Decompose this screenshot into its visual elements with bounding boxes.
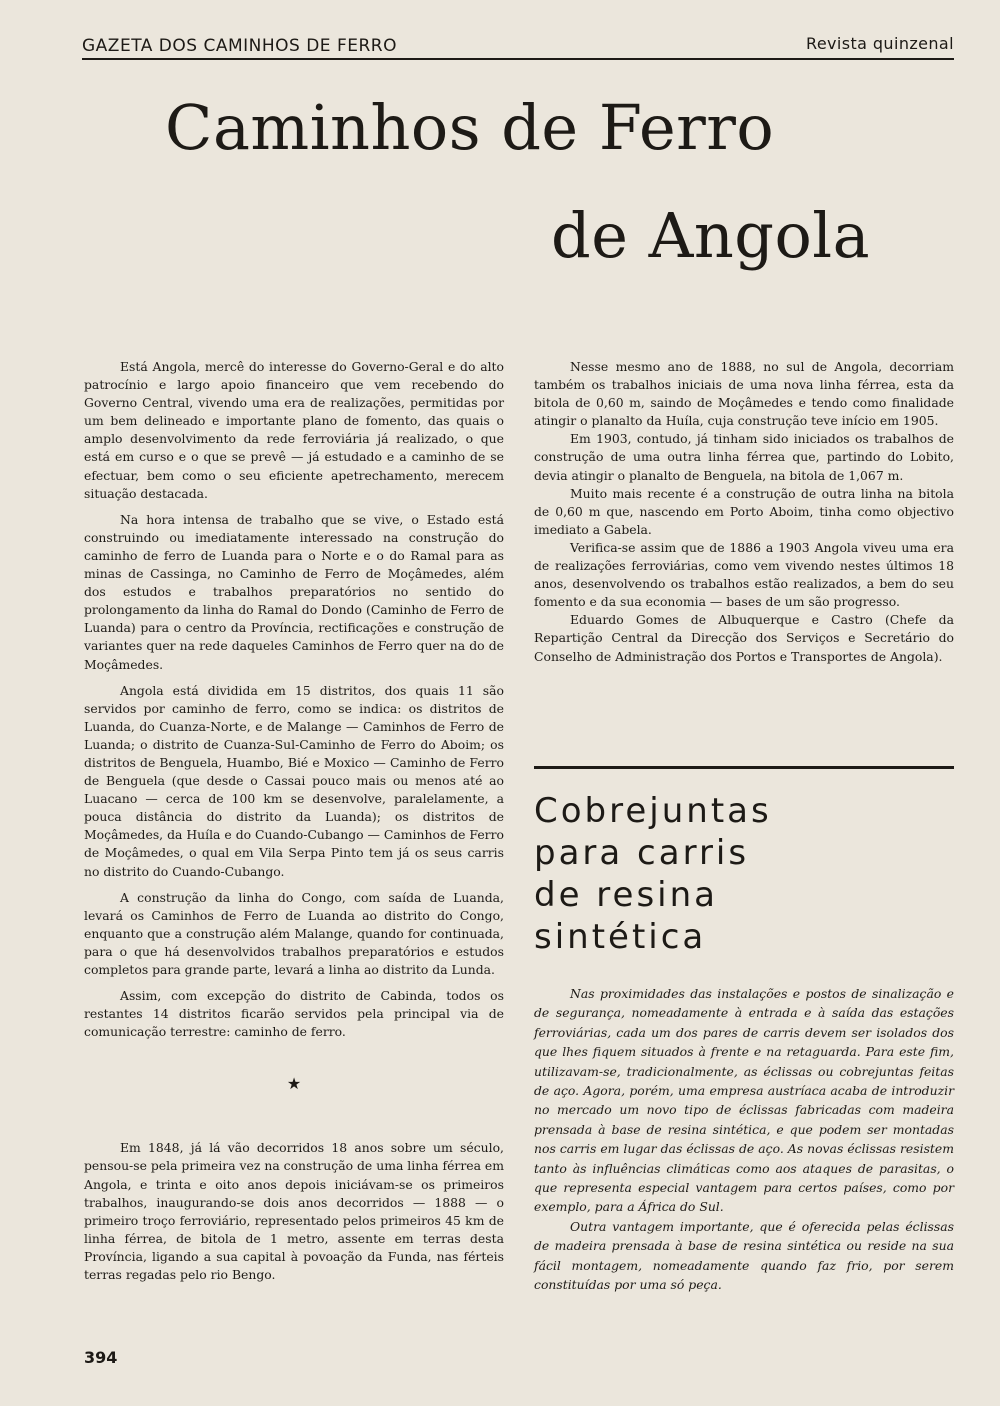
paragraph: Verifica-se assim que de 1886 a 1903 Angola viveu uma era de realizações ferroviárias, como vem vivendo nestes últimos 18 anos, desenvolvendo os trabalhos estão realizados, a bem do seu fomento e da sua economia — bases de um são progresso. [534, 539, 954, 610]
section-divider [534, 766, 954, 769]
paragraph: Angola está dividida em 15 distritos, dos quais 11 são servidos por caminho de ferro, como se indica: os distritos de Luanda, do Cuanza-Norte, e de Malange — Caminhos de Ferro de Luanda; o distrito de Cuanza-Sul-Caminho de Ferro do Aboim; os distritos de Benguela, Huambo, Bié e Moxico — Caminho de Ferro de Benguela (que desde o Cassai pouco mais ou menos até ao Luacano — cerca de 100 km se desenvolve, paralelamente, a pouca distância do distrito da Luanda); os distritos de Moçâmedes, da Huíla e do Cuando-Cubango — Caminhos de Ferro de Moçâmedes, o qual em Vila Serpa Pinto tem já os seus carris no distrito do Cuando-Cubango. [84, 682, 504, 879]
paragraph: Está Angola, mercê do interesse do Governo-Geral e do alto patrocínio e largo apoio financeiro que vem recebendo do Governo Central, vivendo uma era de realizações, permitidas por um bem delineado e importante plano de fomento, das quais o amplo desenvolvimento da rede ferroviária já realizado, o que está em curso e o que se prevê — já estudado e a caminho de se efectuar, bem como o seu eficiente apetrechamento, merecem situação destacada. [84, 359, 504, 501]
paragraph: Assim, com excepção do distrito de Cabinda, todos os restantes 14 distritos ficarão servidos pela principal via de comunicação terrestre: caminho de ferro. [84, 988, 504, 1040]
paragraph: Nas proximidades das instalações e postos de sinalização e de segurança, nomeadamente à entrada e à saída das estações ferroviárias, cada um dos pares de carris devem ser isolados dos que lhes fiquem situados à frente e na retaguarda. Para este fim, utilizavam-se, tradicionalmente, as éclissas ou cobrejuntas feitas de aço. Agora, porém, uma empresa austríaca acaba de introduzir no mercado um novo tipo de éclissas fabricadas com madeira prensada à base de resina sintética, e que podem ser montadas nos carris em lugar das éclissas de aço. As novas éclissas resistem tanto às influências climáticas como aos ataques de parasitas, o que representa especial vantagem para certos países, como por exemplo, para a África do Sul. [534, 986, 954, 1215]
star-separator: ★ [286, 1074, 302, 1094]
author-signature: Eduardo Gomes de Albuquerque e Castro (Chefe da Repartição Central da Direcção dos Serviços e Secretário do Conselho de Administração dos Portos e Transportes de Angola). [534, 612, 954, 664]
right-column [534, 358, 954, 666]
paragraph: Na hora intensa de trabalho que se vive, o Estado está construindo ou imediatamente interessado na construção do caminho de ferro de Luanda para o Norte e o do Ramal para as minas de Cassinga, no Caminho de Ferro de Moçâmedes, além dos estudos e trabalhos preparatórios no sentido do prolongamento da linha do Ramal do Dondo (Caminho de Ferro de Luanda) para o centro da Província, rectificações e construção de variantes quer na rede daqueles Caminhos de Ferro quer na do de Moçâmedes. [84, 511, 504, 672]
article-title-line-1: Caminhos de Ferro [165, 91, 775, 164]
second-title-line: de resina [534, 875, 719, 915]
paragraph: Outra vantagem importante, que é oferecida pelas éclissas de madeira prensada à base de resina sintética ou reside na sua fácil montagem, nomeadamente quando faz frio, por serem constituídas por uma só peça. [534, 1218, 954, 1293]
paragraph: Em 1848, já lá vão decorridos 18 anos sobre um século, pensou-se pela primeira vez na construção de uma linha férrea em Angola, e trinta e oito anos depois iniciávam-se os primeiros trabalhos, inaugurando-se dois anos decorridos — 1888 — o primeiro troço ferroviário, representado pelos primeiros 45 km de linha férrea, de bitola de 1 metro, assente em terras desta Província, ligando a sua capital à povoação da Funda, nas férteis terras regadas pelo rio Bengo. [84, 1140, 504, 1283]
article-title-line-2: de Angola [551, 199, 871, 272]
second-title-line: sintética [534, 917, 707, 957]
publication-name: GAZETA DOS CAMINHOS DE FERRO [82, 36, 397, 56]
second-article-body [534, 984, 954, 1295]
second-title-line: Cobrejuntas [534, 791, 772, 831]
second-article-title [534, 790, 954, 958]
page-number: 394 [84, 1348, 118, 1367]
paragraph: A construção da linha do Congo, com saída de Luanda, levará os Caminhos de Ferro de Luanda ao distrito do Congo, enquanto que a construção além Malange, quando for continuada, para o que há desenvolvidos trabalhos preparatórios e estudos completos para grande parte, levará a linha ao distrito da Lunda. [84, 889, 504, 977]
paragraph: Muito mais recente é a construção de outra linha na bitola de 0,60 m que, nascendo em Porto Aboim, tinha como objectivo imediato a Gabela. [534, 485, 954, 537]
left-column [84, 358, 504, 1292]
publication-frequency: Revista quinzenal [806, 34, 954, 53]
paragraph: Nesse mesmo ano de 1888, no sul de Angola, decorriam também os trabalhos iniciais de uma nova linha férrea, esta da bitola de 0,60 m, saindo de Moçâmedes e tendo como finalidade atingir o planalto da Huíla, cuja construção teve início em 1905. [534, 359, 954, 429]
second-title-line: para carris [534, 833, 750, 873]
paragraph: Em 1903, contudo, já tinham sido iniciados os trabalhos de construção de uma outra linha férrea que, partindo do Lobito, devia atingir o planalto de Benguela, na bitola de 1,067 m. [534, 431, 954, 483]
running-header [82, 34, 954, 60]
